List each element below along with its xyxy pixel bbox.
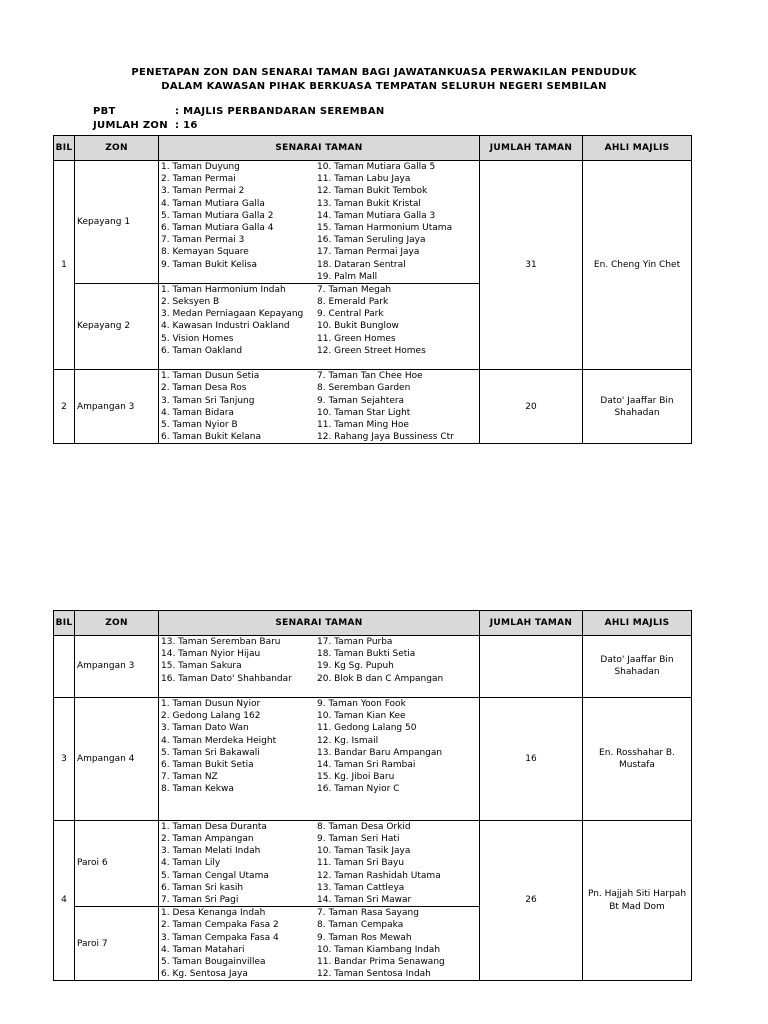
taman-item: 6. Taman Oakland [161,345,243,356]
taman-item: 14. Taman Nyior Hijau [161,649,261,660]
taman-item: 15. Taman Harmonium Utama [317,222,453,233]
taman-columns [159,907,479,980]
taman-item: 3. Medan Perniagaan Kepayang [161,309,304,320]
taman-item: 1. Taman Dusun Setia [161,371,260,382]
taman-columns [159,284,479,369]
zone-table-2 [53,610,692,981]
table-row [54,697,692,820]
taman-item: 8. Taman Kekwa [161,784,234,795]
header-senarai-taman: SENARAI TAMAN [159,611,480,636]
taman-item: 11. Bandar Prima Senawang [317,956,445,967]
taman-item: 6. Taman Sri kasih [161,882,244,893]
taman-item: 1. Taman Harmonium Indah [161,284,286,295]
taman-item: 11. Taman Sri Bayu [317,858,405,869]
taman-item [161,795,317,807]
taman-item: 7. Taman Rasa Sayang [317,908,419,919]
taman-item: 12. Rahang Jaya Bussiness Ctr [317,432,454,443]
taman-column [317,821,479,906]
taman-item: 4. Taman Merdeka Height [161,735,277,746]
zon-name: Ampangan 4 [75,697,159,820]
taman-item: 13. Taman Cattleya [317,882,405,893]
ahli-majlis-cell: Dato' Jaaffar Bin Shahadan [583,636,692,698]
jumlah-zon-value: : 16 [175,120,198,131]
taman-list [159,907,480,981]
taman-item [161,808,317,820]
header-jumlah-taman: JUMLAH TAMAN [480,136,583,161]
taman-item: 3. Taman Melati Indah [161,846,261,857]
taman-item: 13. Bandar Baru Ampangan [317,747,443,758]
taman-item: 4. Taman Mutiara Galla [161,198,265,209]
taman-item: 10. Taman Kian Kee [317,711,406,722]
taman-item: 17. Taman Permai Jaya [317,247,420,258]
taman-column [317,907,479,980]
taman-item: 12. Taman Bukit Tembok [317,186,428,197]
taman-item: 14. Taman Mutiara Galla 3 [317,210,436,221]
taman-item: 8. Emerald Park [317,297,389,308]
jumlah-zon-row [93,120,198,131]
taman-item: 12. Taman Rashidah Utama [317,870,441,881]
bil-cell: 2 [54,370,75,444]
taman-item: 10. Taman Tasik Jaya [317,846,411,857]
taman-column [159,636,317,697]
taman-item [317,808,479,820]
taman-item: 8. Kemayan Square [161,247,249,258]
taman-item: 12. Taman Sentosa Indah [317,969,431,980]
taman-item: 3. Taman Permai 2 [161,186,245,197]
taman-item: 5. Vision Homes [161,333,234,344]
header-bil: BIL [54,136,75,161]
jumlah-taman-cell: 31 [480,161,583,370]
taman-item: 12. Green Street Homes [317,345,426,356]
taman-item: 16. Taman Seruling Jaya [317,235,426,246]
taman-columns [159,161,479,283]
taman-item: 8. Taman Cempaka [317,920,404,931]
taman-item: 4. Kawasan Industri Oakland [161,321,290,332]
taman-item: 15. Taman Sakura [161,661,242,672]
taman-item: 13. Taman Seremban Baru [161,637,281,647]
taman-item: 2. Taman Ampangan [161,834,254,844]
taman-item: 1. Taman Duyung [161,162,240,172]
taman-column [317,698,479,820]
zone-table-1 [53,135,692,444]
taman-item: 5. Taman Bougainvillea [161,956,266,967]
taman-item: 1. Taman Desa Duranta [161,821,267,832]
ahli-majlis-cell: Dato' Jaaffar Bin Shahadan [583,370,692,444]
jumlah-taman-cell: 16 [480,697,583,820]
taman-item [317,685,479,697]
pbt-label: PBT [93,106,116,117]
taman-item: 5. Taman Sri Bakawali [161,747,260,758]
taman-item: 10. Taman Kiambang Indah [317,944,441,955]
jumlah-taman-cell: 26 [480,820,583,980]
taman-item: 11. Taman Ming Hoe [317,419,409,430]
taman-column [317,636,479,697]
header-zon: ZON [75,136,159,161]
taman-list [159,370,480,444]
taman-item: 7. Taman NZ [161,772,218,783]
taman-item: 19. Palm Mall [317,271,378,282]
jumlah-taman-cell: 20 [480,370,583,444]
taman-item: 5. Taman Cengal Utama [161,870,269,881]
taman-column [159,370,317,443]
taman-item: 9. Taman Sejahtera [317,395,405,406]
zon-name: Ampangan 3 [75,636,159,698]
taman-item: 17. Taman Purba [317,637,393,647]
taman-item: 4. Taman Bidara [161,407,234,418]
bil-cell: 1 [54,161,75,370]
zon-name: Kepayang 2 [75,283,159,369]
taman-column [159,284,317,369]
taman-item: 11. Gedong Lalang 50 [317,723,417,734]
taman-item: 16. Taman Nyior C [317,784,400,795]
zon-name: Paroi 7 [75,907,159,981]
taman-item [317,357,479,369]
taman-item [161,357,317,369]
taman-item: 9. Taman Seri Hati [317,834,400,844]
table-header-row [54,611,692,636]
taman-item: 3. Taman Sri Tanjung [161,395,255,406]
taman-item: 16. Taman Dato' Shahbandar [161,673,292,684]
table-header-row [54,136,692,161]
ahli-majlis-cell: En. Cheng Yin Chet [583,161,692,370]
zon-name: Paroi 6 [75,820,159,906]
jumlah-taman-cell [480,636,583,698]
taman-item: 18. Dataran Sentral [317,259,406,270]
ahli-majlis-cell: Pn. Hajjah Siti Harpah Bt Mad Dom [583,820,692,980]
bil-cell [54,636,75,698]
taman-item: 14. Taman Sri Rambai [317,759,416,770]
table-row [54,820,692,906]
taman-item: 5. Taman Mutiara Galla 2 [161,210,274,221]
ahli-majlis-cell: En. Rosshahar B. Mustafa [583,697,692,820]
table-row [54,370,692,444]
header-senarai-taman: SENARAI TAMAN [159,136,480,161]
taman-column [159,821,317,906]
table-row [54,636,692,698]
taman-item: 7. Taman Megah [317,284,392,295]
zon-name: Kepayang 1 [75,161,159,284]
taman-item: 18. Taman Bukti Setia [317,649,416,660]
taman-columns [159,821,479,906]
header-ahli-majlis: AHLI MAJLIS [583,611,692,636]
taman-item: 2. Seksyen B [161,297,220,308]
document-title-line-2: DALAM KAWASAN PIHAK BERKUASA TEMPATAN SELURUH NEGERI SEMBILAN [161,81,607,92]
taman-item: 9. Central Park [317,309,384,320]
taman-item: 5. Taman Nyior B [161,419,238,430]
taman-item: 8. Seremban Garden [317,383,411,394]
taman-item: 3. Taman Dato Wan [161,723,249,734]
taman-column [317,370,479,443]
document-title-line-1: PENETAPAN ZON DAN SENARAI TAMAN BAGI JAWATANKUASA PERWAKILAN PENDUDUK [131,67,637,78]
header-zon: ZON [75,611,159,636]
taman-item: 20. Blok B dan C Ampangan [317,673,444,684]
bil-cell: 4 [54,820,75,980]
bil-cell: 3 [54,697,75,820]
taman-columns [159,698,479,820]
taman-item: 4. Taman Matahari [161,944,245,955]
taman-item: 4. Taman Lily [161,858,221,869]
taman-item: 11. Green Homes [317,333,396,344]
taman-item: 1. Taman Dusun Nyior [161,698,261,709]
taman-list [159,820,480,906]
taman-column [159,698,317,820]
taman-list [159,161,480,284]
header-ahli-majlis: AHLI MAJLIS [583,136,692,161]
taman-item: 1. Desa Kenanga Indah [161,908,266,919]
taman-item: 13. Taman Bukit Kristal [317,198,421,209]
table-row [54,161,692,284]
pbt-row [93,106,385,117]
header-bil: BIL [54,611,75,636]
taman-columns [159,370,479,443]
taman-column [317,284,479,369]
taman-item: 3. Taman Cempaka Fasa 4 [161,932,279,943]
taman-item [317,795,479,807]
taman-list [159,283,480,369]
taman-list [159,636,480,698]
taman-item: 12. Kg. Ismail [317,735,379,746]
taman-item: 6. Taman Mutiara Galla 4 [161,222,274,233]
pbt-value: : MAJLIS PERBANDARAN SEREMBAN [175,106,385,117]
taman-columns [159,636,479,697]
taman-item: 2. Taman Cempaka Fasa 2 [161,920,279,931]
taman-item: 14. Taman Sri Mawar [317,894,412,905]
taman-item: 11. Taman Labu Jaya [317,174,411,185]
taman-column [159,907,317,980]
taman-item: 6. Taman Bukit Kelana [161,432,262,443]
taman-item: 2. Taman Desa Ros [161,383,247,394]
taman-item [161,685,317,697]
taman-item: 9. Taman Bukit Kelisa [161,259,257,270]
taman-item: 10. Taman Mutiara Galla 5 [317,162,436,172]
jumlah-zon-label: JUMLAH ZON [93,120,168,131]
taman-list [159,697,480,820]
taman-item: 7. Taman Tan Chee Hoe [317,371,423,382]
taman-column [159,161,317,283]
zon-name: Ampangan 3 [75,370,159,444]
taman-item: 19. Kg Sg. Pupuh [317,661,394,672]
taman-column [317,161,479,283]
taman-item: 2. Gedong Lalang 162 [161,711,261,722]
taman-item: 7. Taman Sri Pagi [161,894,239,905]
taman-item: 9. Taman Ros Mewah [317,932,412,943]
header-jumlah-taman: JUMLAH TAMAN [480,611,583,636]
taman-item: 7. Taman Permai 3 [161,235,245,246]
taman-item: 10. Taman Star Light [317,407,411,418]
taman-item: 10. Bukit Bunglow [317,321,399,332]
taman-item: 2. Taman Permai [161,174,236,185]
taman-item: 8. Taman Desa Orkid [317,821,411,832]
taman-item: 6. Taman Bukit Setia [161,759,254,770]
taman-item: 9. Taman Yoon Fook [317,698,406,709]
taman-item: 15. Kg. Jiboi Baru [317,772,395,783]
taman-item: 6. Kg. Sentosa Jaya [161,969,248,980]
